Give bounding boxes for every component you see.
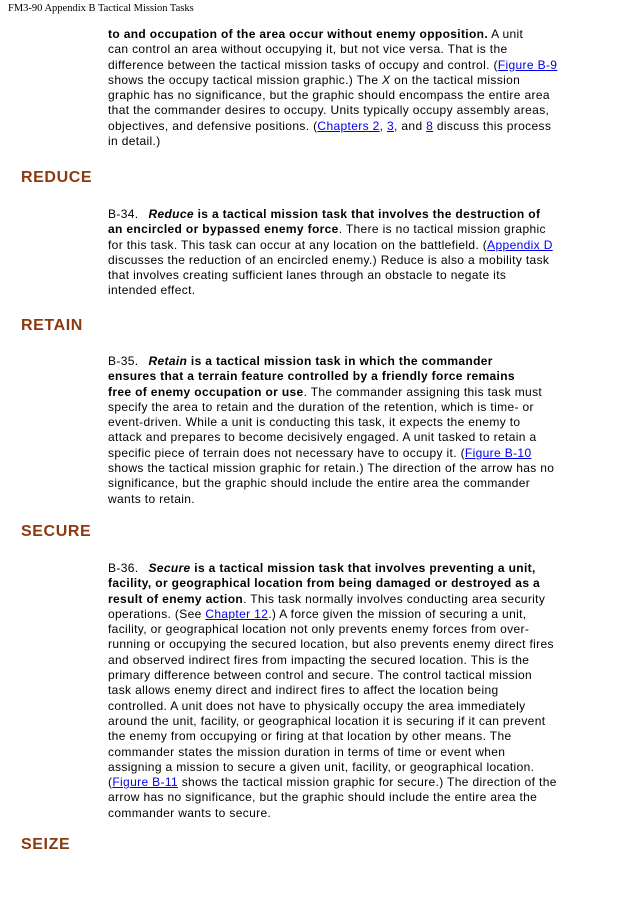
text-line xyxy=(108,806,605,821)
text-run: .) A force given the mission of securing a unit, xyxy=(268,606,527,621)
text-run: ( xyxy=(108,775,113,790)
text-run: is a tactical mission task that involves preventing a unit, xyxy=(190,561,536,575)
text-run: around the unit, facility, or geographical location it is securing if it can prevent xyxy=(108,713,546,728)
text-run: shows the tactical mission graphic for retain.) The direction of the arrow has no xyxy=(108,461,555,476)
text-line xyxy=(108,207,605,222)
section-heading-reduce: REDUCE xyxy=(21,169,93,186)
text-line xyxy=(108,653,605,668)
text-run: and observed indirect fires from impacting the secured location. This is the xyxy=(108,652,530,667)
text-run: discuss this process xyxy=(433,118,552,133)
text-run: graphic has no significance, but the graphic should encompass the entire area xyxy=(108,88,550,103)
text-run: Retain xyxy=(148,354,188,368)
text-run: significance, but the graphic should include the entire area the commander xyxy=(108,476,531,491)
text-line xyxy=(108,400,605,415)
text-run: A unit xyxy=(488,27,524,41)
text-run: . There is no tactical mission graphic xyxy=(338,222,546,237)
text-run: specific piece of terrain does not necessary have to occupy it. ( xyxy=(108,445,465,460)
cross-reference-link[interactable]: Figure B-9 xyxy=(497,57,558,72)
text-run: the enemy from occupying or firing at that location by other means. The xyxy=(108,729,512,744)
text-run: discusses the reduction of an encircled enemy.) Reduce is also a mobility task xyxy=(108,252,550,267)
text-run: specify the area to retain and the duration of the retention, which is time- or xyxy=(108,399,534,414)
text-line xyxy=(108,714,605,729)
section-heading-secure: SECURE xyxy=(21,523,92,540)
text-line xyxy=(108,253,605,268)
text-line xyxy=(108,415,605,430)
text-line xyxy=(108,283,605,298)
text-run: . This task normally involves conducting area security xyxy=(243,591,546,606)
text-run: controlled. A unit does not have to physically occupy the area immediately xyxy=(108,698,526,713)
text-run: can control an area without occupying it, but not vice versa. That is the xyxy=(108,42,508,57)
paragraph-number: B-35. xyxy=(108,354,139,368)
text-line xyxy=(108,369,605,384)
text-run: an encircled or bypassed enemy force xyxy=(108,222,339,237)
text-run: in detail.) xyxy=(108,134,161,149)
text-line xyxy=(108,476,605,491)
paragraph-number: B-36. xyxy=(108,561,139,575)
text-run: for this task. This task can occur at any location on the battlefield. ( xyxy=(108,237,488,252)
cross-reference-link[interactable]: 8 xyxy=(426,118,434,133)
text-run: , xyxy=(379,118,387,133)
text-run: commander wants to secure. xyxy=(108,805,272,820)
text-line xyxy=(108,103,605,118)
text-line xyxy=(108,745,605,760)
text-run: intended effect. xyxy=(108,283,196,298)
text-line xyxy=(108,729,605,744)
text-run: is a tactical mission task that involves the destruction of xyxy=(193,207,541,221)
text-line xyxy=(108,699,605,714)
text-line xyxy=(108,134,605,149)
page-header: FM3-90 Appendix B Tactical Mission Tasks xyxy=(8,3,194,14)
text-line xyxy=(108,637,605,652)
text-run: commander states the mission duration in terms of time or event when xyxy=(108,744,506,759)
text-run: primary difference between control and secure. The control tactical mission xyxy=(108,668,533,683)
text-run: wants to retain. xyxy=(108,491,195,506)
text-line xyxy=(108,561,605,576)
text-run: that involves creating sufficient lanes through an obstacle to negate its xyxy=(108,268,507,283)
text-run: running or occupying the secured location, but also prevents enemy direct fires xyxy=(108,637,554,652)
cross-reference-link[interactable]: Figure B-11 xyxy=(112,775,179,790)
text-run: to and occupation of the area occur without enemy opposition. xyxy=(108,27,489,41)
text-run: result of enemy action xyxy=(108,591,244,606)
text-line xyxy=(108,607,605,622)
text-run: . The commander assigning this task must xyxy=(303,384,543,399)
text-line xyxy=(108,119,605,134)
text-run: free of enemy occupation or use xyxy=(108,384,304,399)
text-run: operations. (See xyxy=(108,606,206,621)
text-line xyxy=(108,268,605,283)
text-run: event-driven. While a unit is conducting this task, it expects the enemy to xyxy=(108,415,521,430)
text-line xyxy=(108,42,605,57)
cross-reference-link[interactable]: Appendix D xyxy=(487,237,553,252)
text-run: is a tactical mission task in which the commander xyxy=(187,354,493,368)
text-line xyxy=(108,760,605,775)
text-line xyxy=(108,73,605,88)
text-run: that the commander desires to occupy. Units typically occupy assembly areas, xyxy=(108,103,550,118)
text-line xyxy=(108,622,605,637)
text-line xyxy=(108,385,605,400)
text-line xyxy=(108,58,605,73)
cross-reference-link[interactable]: Chapter 12 xyxy=(205,606,269,621)
paragraph-b-35 xyxy=(108,354,605,507)
text-run: Reduce xyxy=(148,207,194,221)
text-line xyxy=(108,576,605,591)
cross-reference-link[interactable]: 3 xyxy=(387,118,395,133)
text-run: facility, or geographical location from being damaged or destroyed as a xyxy=(108,576,541,591)
text-run: Secure xyxy=(148,561,191,575)
text-line xyxy=(108,88,605,103)
text-line xyxy=(108,683,605,698)
text-run: on the tactical mission xyxy=(390,72,521,87)
text-run: assigning a mission to secure a given unit, facility, or geographical location. xyxy=(108,759,535,774)
text-run: difference between the tactical mission tasks of occupy and control. ( xyxy=(108,57,498,72)
cross-reference-link[interactable]: Chapters 2 xyxy=(317,118,380,133)
text-line xyxy=(108,592,605,607)
text-line xyxy=(108,790,605,805)
text-run: X xyxy=(382,72,391,87)
text-line xyxy=(108,354,605,369)
text-run: arrow has no significance, but the graphic should include the entire area the xyxy=(108,790,538,805)
text-line xyxy=(108,222,605,237)
text-run: shows the tactical mission graphic for secure.) The direction of the xyxy=(178,775,557,790)
text-line xyxy=(108,668,605,683)
cross-reference-link[interactable]: Figure B-10 xyxy=(464,445,532,460)
text-line xyxy=(108,492,605,507)
paragraph-b-34 xyxy=(108,207,605,299)
text-line xyxy=(108,430,605,445)
text-run: shows the occupy tactical mission graphic.) The xyxy=(108,72,383,87)
text-line xyxy=(108,27,605,42)
text-line xyxy=(108,775,605,790)
text-line xyxy=(108,238,605,253)
paragraph-b-36 xyxy=(108,561,605,821)
text-run: task allows enemy direct and indirect fires to affect the location being xyxy=(108,683,499,698)
paragraph-control-continued xyxy=(108,27,605,149)
text-run: ensures that a terrain feature controlled by a friendly force remains xyxy=(108,369,515,384)
paragraph-number: B-34. xyxy=(108,207,139,221)
text-run: facility, or geographical location not only prevents enemy forces from over- xyxy=(108,622,530,637)
text-run: attack and prepares to become decisively engaged. A unit tasked to retain a xyxy=(108,430,537,445)
text-line xyxy=(108,446,605,461)
text-run: , and xyxy=(394,118,427,133)
text-run: objectives, and defensive positions. ( xyxy=(108,118,318,133)
text-line xyxy=(108,461,605,476)
section-heading-seize: SEIZE xyxy=(21,836,71,853)
section-heading-retain: RETAIN xyxy=(21,317,83,334)
